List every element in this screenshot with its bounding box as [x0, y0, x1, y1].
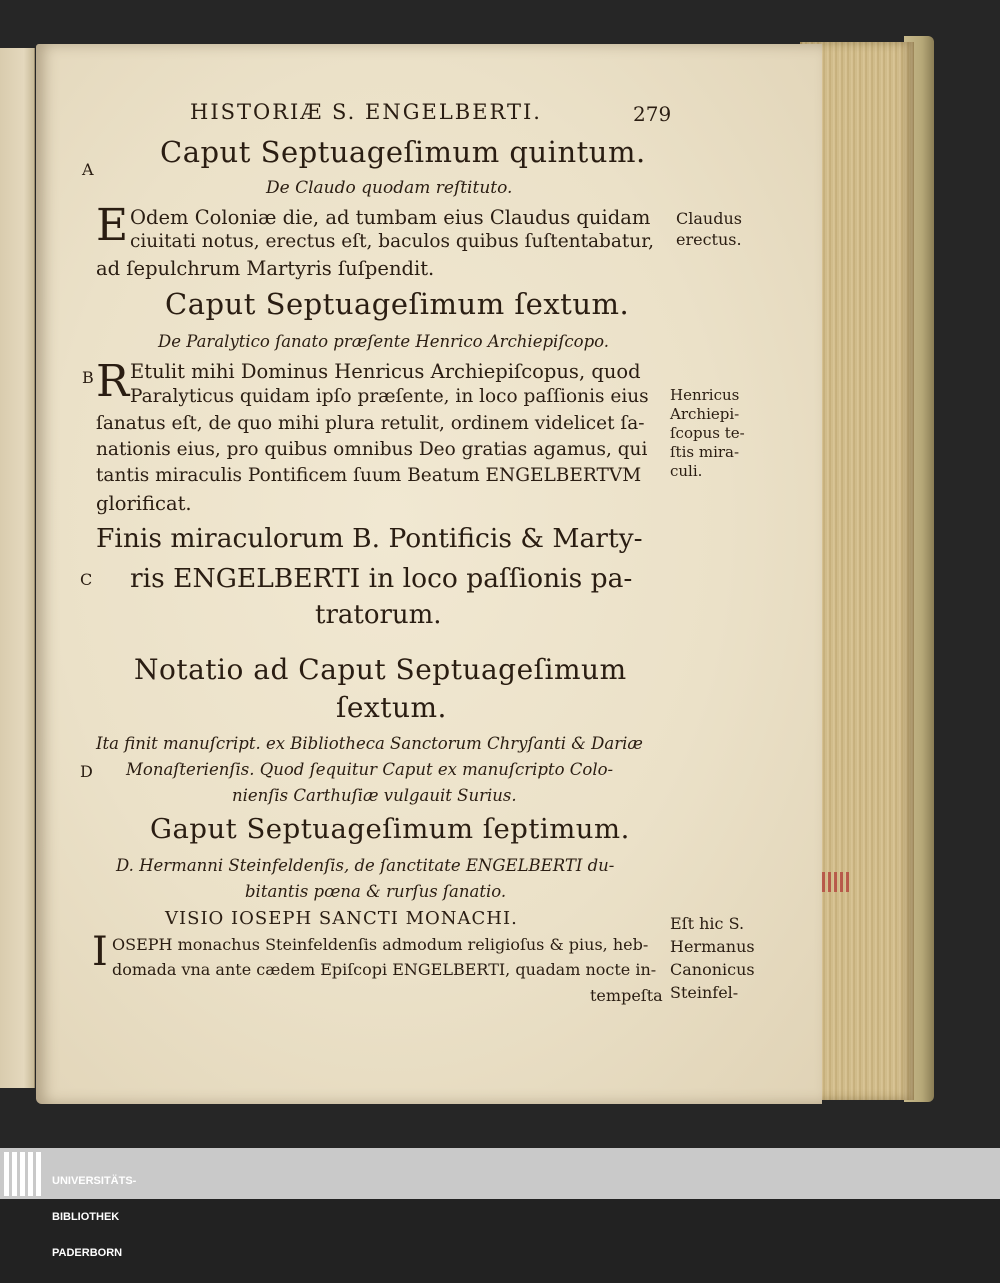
margin-note-line: Claudus	[676, 209, 742, 228]
chapter-75-title: Caput Septuageſimum quintum.	[160, 135, 646, 169]
chapter-76-subtitle: De Paralytico ſanato præſente Henrico Archiepiſcopo.	[158, 332, 610, 351]
section-letter-b: B	[82, 368, 94, 387]
finis-line-2: ris ENGELBERTI in loco paſſionis pa-	[130, 563, 633, 594]
library-name-line: UNIVERSITÄTS-	[52, 1175, 137, 1187]
margin-note-line: erectus.	[676, 230, 742, 249]
chapter-75-subtitle: De Claudo quodam reſtituto.	[266, 178, 513, 198]
notatio-line-3: nienſis Carthuſiæ vulgauit Surius.	[232, 786, 517, 805]
chapter-77-subtitle-line-1: D. Hermanni Steinfeldenſis, de ſanctitate ENGELBERTI du-	[116, 856, 615, 875]
page-number: 279	[633, 102, 672, 126]
library-logo-icon	[4, 1152, 44, 1196]
chapter-76-line-6: glorificat.	[96, 492, 192, 515]
notatio-title-line-2: ſextum.	[336, 691, 447, 724]
chapter-76-line-5: tantis miraculis Pontificem ſuum Beatum ENGELBERTVM	[96, 465, 642, 486]
chapter-77-line-1: OSEPH monachus Steinfeldenſis admodum religioſus & pius, heb-	[112, 935, 649, 954]
library-name	[52, 1151, 136, 1283]
section-letter-a: A	[82, 160, 94, 179]
chapter-76-initial: R	[96, 356, 130, 407]
section-letter-c: C	[80, 570, 93, 589]
margin-note-claudus	[676, 208, 742, 250]
chapter-75-line-2: ciuitati notus, erectus eſt, baculos quibus ſuſtentabatur,	[130, 231, 654, 252]
chapter-76-line-2: Paralyticus quidam ipſo præſente, in loco paſſionis eius	[130, 386, 649, 407]
visio-heading: VISIO IOSEPH SANCTI MONACHI.	[165, 908, 518, 929]
chapter-77-subtitle-line-2: bitantis pœna & rurſus ſanatio.	[245, 882, 507, 901]
chapter-76-line-3: ſanatus eſt, de quo mihi plura retulit, ordinem videlicet ſa-	[96, 413, 645, 434]
margin-note-line: Eſt hic S.	[670, 914, 745, 933]
section-letter-d: D	[80, 762, 93, 781]
chapter-76-title: Caput Septuageſimum ſextum.	[165, 287, 630, 321]
margin-note-line: Canonicus	[670, 960, 755, 979]
margin-note-line: Archiepi-	[670, 405, 740, 423]
chapter-77-line-2: domada vna ante cædem Epiſcopi ENGELBERTI, quadam nocte in-	[112, 960, 657, 979]
finis-line-1: Finis miraculorum B. Pontificis & Marty-	[96, 523, 643, 554]
margin-note-henricus	[670, 386, 745, 481]
margin-note-line: culi.	[670, 462, 703, 480]
facing-page-edge	[0, 48, 35, 1088]
margin-note-line: Steinfel-	[670, 983, 739, 1002]
library-name-line: BIBLIOTHEK	[52, 1211, 120, 1223]
chapter-75-line-3: ad ſepulchrum Martyris ſuſpendit.	[96, 257, 435, 280]
margin-note-line: Henricus	[670, 386, 740, 404]
margin-note-line: ſtis mira-	[670, 443, 740, 461]
notatio-line-2: Monaſterienſis. Quod ſequitur Caput ex manuſcripto Colo-	[126, 760, 614, 779]
finis-line-3: tratorum.	[315, 600, 442, 630]
chapter-75-initial: E	[96, 200, 129, 251]
margin-note-hermanus	[670, 912, 755, 1004]
margin-note-line: ſcopus te-	[670, 424, 745, 442]
library-name-line: PADERBORN	[52, 1247, 123, 1259]
chapter-77-initial: I	[92, 929, 108, 975]
library-footer	[0, 1148, 1000, 1259]
catchword: tempeſta	[590, 986, 663, 1005]
running-head: HISTORIÆ S. ENGELBERTI.	[190, 100, 542, 124]
chapter-76-line-1: Etulit mihi Dominus Henricus Archiepiſcopus, quod	[130, 360, 641, 383]
margin-note-line: Hermanus	[670, 937, 755, 956]
chapter-75-line-1: Odem Coloniæ die, ad tumbam eius Claudus quidam	[130, 206, 651, 229]
notatio-line-1: Ita finit manuſcript. ex Bibliotheca Sanctorum Chryſanti & Dariæ	[96, 734, 643, 753]
notatio-title-line-1: Notatio ad Caput Septuageſimum	[134, 653, 627, 686]
chapter-77-title: Gaput Septuageſimum ſeptimum.	[150, 813, 630, 845]
chapter-76-line-4: nationis eius, pro quibus omnibus Deo gratias agamus, qui	[96, 439, 648, 460]
